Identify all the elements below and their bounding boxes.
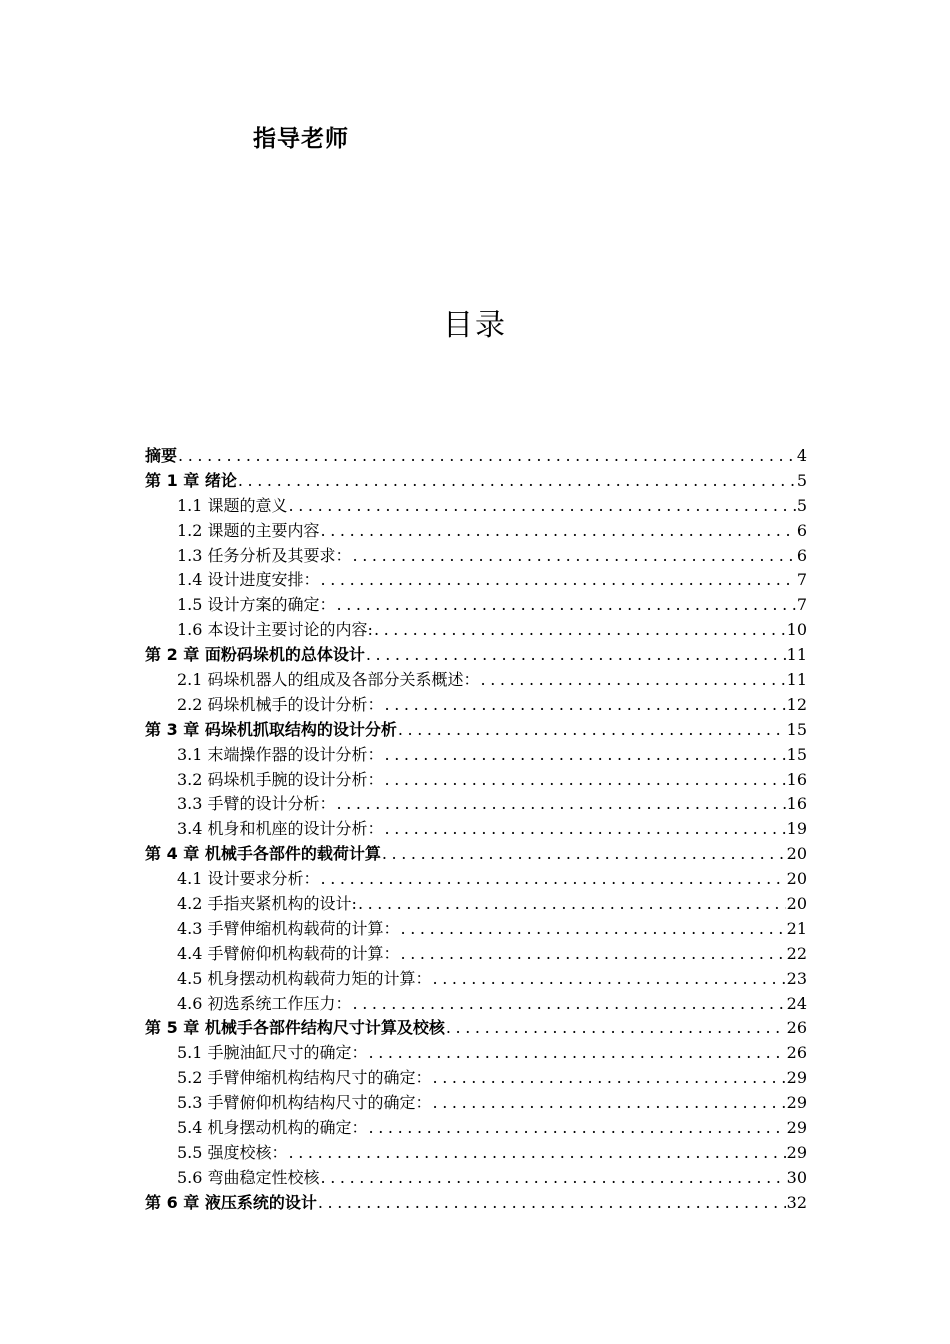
toc-page-number: 15 xyxy=(786,744,807,764)
toc-dot-leader xyxy=(353,544,796,569)
toc-page-number: 16 xyxy=(786,794,807,814)
toc-chapter-entry[interactable] xyxy=(145,444,807,469)
toc-entry-title: 第 1 章 绪论 xyxy=(145,470,237,490)
toc-entry-title: 1.1 课题的意义 xyxy=(177,495,288,515)
toc-entry-title: 摘要 xyxy=(145,446,178,465)
toc-dot-leader xyxy=(433,967,786,992)
toc-page-number: 7 xyxy=(796,595,807,615)
toc-dot-leader xyxy=(318,1191,786,1216)
toc-page-number: 26 xyxy=(786,1043,807,1063)
toc-dot-leader xyxy=(321,519,796,544)
toc-entry-title: 4.5 机身摆动机构载荷力矩的计算： xyxy=(177,968,432,988)
toc-dot-leader xyxy=(289,494,796,519)
toc-chapter-entry[interactable] xyxy=(145,643,807,668)
toc-page-number: 29 xyxy=(786,1068,807,1088)
toc-dot-leader xyxy=(401,917,786,942)
toc-entry-title: 1.2 课题的主要内容 xyxy=(177,520,320,540)
toc-page-number: 11 xyxy=(786,645,807,665)
toc-entry-title: 4.3 手臂伸缩机构载荷的计算： xyxy=(177,918,400,938)
toc-dot-leader xyxy=(401,942,786,967)
toc-dot-leader xyxy=(433,1066,786,1091)
toc-entry-title: 5.2 手臂伸缩机构结构尺寸的确定： xyxy=(177,1068,432,1088)
toc-page-number: 10 xyxy=(786,620,807,640)
toc-section-entry[interactable] xyxy=(145,568,807,593)
toc-section-entry[interactable] xyxy=(145,768,807,793)
toc-dot-leader xyxy=(321,568,796,593)
toc-page-number: 5 xyxy=(796,495,807,515)
toc-dot-leader xyxy=(369,1116,786,1141)
toc-entry-title: 5.4 机身摆动机构的确定： xyxy=(177,1118,368,1138)
toc-entry-title: 5.3 手臂俯仰机构结构尺寸的确定： xyxy=(177,1093,432,1113)
toc-entry-title: 1.5 设计方案的确定： xyxy=(177,595,336,615)
toc-entry-title: 第 3 章 码垛机抓取结构的设计分析 xyxy=(145,719,397,739)
toc-dot-leader xyxy=(337,792,786,817)
toc-dot-leader xyxy=(433,1091,786,1116)
toc-section-entry[interactable] xyxy=(145,1091,807,1116)
toc-section-entry[interactable] xyxy=(145,618,807,643)
toc-page-number: 20 xyxy=(786,844,807,864)
toc-section-entry[interactable] xyxy=(145,1166,807,1191)
toc-section-entry[interactable] xyxy=(145,544,807,569)
toc-entry-title: 3.1 末端操作器的设计分析： xyxy=(177,744,384,764)
toc-entry-title: 2.1 码垛机器人的组成及各部分关系概述： xyxy=(177,670,480,690)
toc-page-number: 15 xyxy=(786,719,807,739)
toc-dot-leader xyxy=(337,593,796,618)
toc-page-number: 20 xyxy=(786,869,807,889)
toc-page-number: 29 xyxy=(786,1118,807,1138)
toc-entry-title: 2.2 码垛机械手的设计分析： xyxy=(177,694,384,714)
toc-chapter-entry[interactable] xyxy=(145,469,807,494)
toc-page-number: 23 xyxy=(786,968,807,988)
toc-dot-leader xyxy=(321,867,786,892)
toc-dot-leader xyxy=(358,892,786,917)
toc-section-entry[interactable] xyxy=(145,1116,807,1141)
toc-page-number: 6 xyxy=(796,545,807,565)
toc-page-number: 29 xyxy=(786,1093,807,1113)
toc-section-entry[interactable] xyxy=(145,494,807,519)
toc-page-number: 20 xyxy=(786,894,807,914)
toc-entry-title: 1.4 设计进度安排： xyxy=(177,570,320,590)
toc-dot-leader xyxy=(366,643,786,668)
toc-section-entry[interactable] xyxy=(145,668,807,693)
toc-page-number: 21 xyxy=(786,918,807,938)
toc-dot-leader xyxy=(369,1041,786,1066)
toc-chapter-entry[interactable] xyxy=(145,718,807,743)
toc-page-number: 19 xyxy=(786,819,807,839)
toc-dot-leader xyxy=(385,693,786,718)
toc-chapter-entry[interactable] xyxy=(145,1016,807,1041)
toc-dot-leader xyxy=(382,842,786,867)
toc-page-number: 29 xyxy=(786,1142,807,1162)
toc-dot-leader xyxy=(374,618,786,643)
toc-section-entry[interactable] xyxy=(145,693,807,718)
toc-entry-title: 第 2 章 面粉码垛机的总体设计 xyxy=(145,645,365,665)
toc-entry-title: 5.6 弯曲稳定性校核 xyxy=(177,1167,320,1187)
toc-dot-leader xyxy=(446,1016,786,1041)
toc-entry-title: 4.4 手臂俯仰机构载荷的计算： xyxy=(177,943,400,963)
toc-chapter-entry[interactable] xyxy=(145,1191,807,1216)
toc-entry-title: 4.2 手指夹紧机构的设计: xyxy=(177,894,357,914)
toc-dot-leader xyxy=(178,444,796,469)
toc-section-entry[interactable] xyxy=(145,892,807,917)
toc-section-entry[interactable] xyxy=(145,1041,807,1066)
toc-section-entry[interactable] xyxy=(145,792,807,817)
toc-page-number: 5 xyxy=(796,470,807,490)
toc-entry-title: 3.3 手臂的设计分析： xyxy=(177,794,336,814)
table-of-contents xyxy=(145,444,807,1216)
toc-page-number: 30 xyxy=(786,1167,807,1187)
toc-entry-title: 第 4 章 机械手各部件的载荷计算 xyxy=(145,844,381,864)
toc-dot-leader xyxy=(385,768,786,793)
toc-chapter-entry[interactable] xyxy=(145,842,807,867)
toc-entry-title: 5.1 手腕油缸尺寸的确定： xyxy=(177,1043,368,1063)
toc-entry-title: 第 6 章 液压系统的设计 xyxy=(145,1192,317,1212)
toc-page-number: 7 xyxy=(796,570,807,590)
toc-section-entry[interactable] xyxy=(145,743,807,768)
toc-page-number: 24 xyxy=(786,993,807,1013)
toc-page-number: 4 xyxy=(796,446,807,465)
toc-page-number: 32 xyxy=(786,1192,807,1212)
toc-page-number: 11 xyxy=(786,670,807,690)
toc-section-entry[interactable] xyxy=(145,992,807,1017)
toc-dot-leader xyxy=(385,743,786,768)
toc-dot-leader xyxy=(398,718,786,743)
toc-page-number: 6 xyxy=(796,520,807,540)
toc-entry-title: 1.6 本设计主要讨论的内容: xyxy=(177,620,373,640)
advisor-label: 指导老师 xyxy=(253,126,349,152)
toc-page-number: 26 xyxy=(786,1018,807,1038)
toc-section-entry[interactable] xyxy=(145,519,807,544)
toc-entry-title: 5.5 强度校核： xyxy=(177,1142,288,1162)
toc-section-entry[interactable] xyxy=(145,942,807,967)
toc-title: 目录 xyxy=(443,308,507,343)
toc-dot-leader xyxy=(321,1166,786,1191)
toc-section-entry[interactable] xyxy=(145,867,807,892)
toc-entry-title: 4.6 初选系统工作压力： xyxy=(177,993,352,1013)
toc-entry-title: 1.3 任务分析及其要求： xyxy=(177,545,352,565)
toc-dot-leader xyxy=(385,817,786,842)
toc-page-number: 22 xyxy=(786,943,807,963)
toc-dot-leader xyxy=(353,992,786,1017)
toc-section-entry[interactable] xyxy=(145,1066,807,1091)
toc-entry-title: 4.1 设计要求分析： xyxy=(177,869,320,889)
toc-section-entry[interactable] xyxy=(145,1141,807,1166)
toc-section-entry[interactable] xyxy=(145,817,807,842)
toc-section-entry[interactable] xyxy=(145,967,807,992)
toc-entry-title: 第 5 章 机械手各部件结构尺寸计算及校核 xyxy=(145,1018,445,1038)
toc-dot-leader xyxy=(289,1141,786,1166)
toc-section-entry[interactable] xyxy=(145,593,807,618)
toc-page-number: 16 xyxy=(786,769,807,789)
toc-dot-leader xyxy=(481,668,786,693)
toc-entry-title: 3.2 码垛机手腕的设计分析： xyxy=(177,769,384,789)
toc-dot-leader xyxy=(238,469,796,494)
toc-page-number: 12 xyxy=(786,694,807,714)
toc-entry-title: 3.4 机身和机座的设计分析： xyxy=(177,819,384,839)
toc-section-entry[interactable] xyxy=(145,917,807,942)
